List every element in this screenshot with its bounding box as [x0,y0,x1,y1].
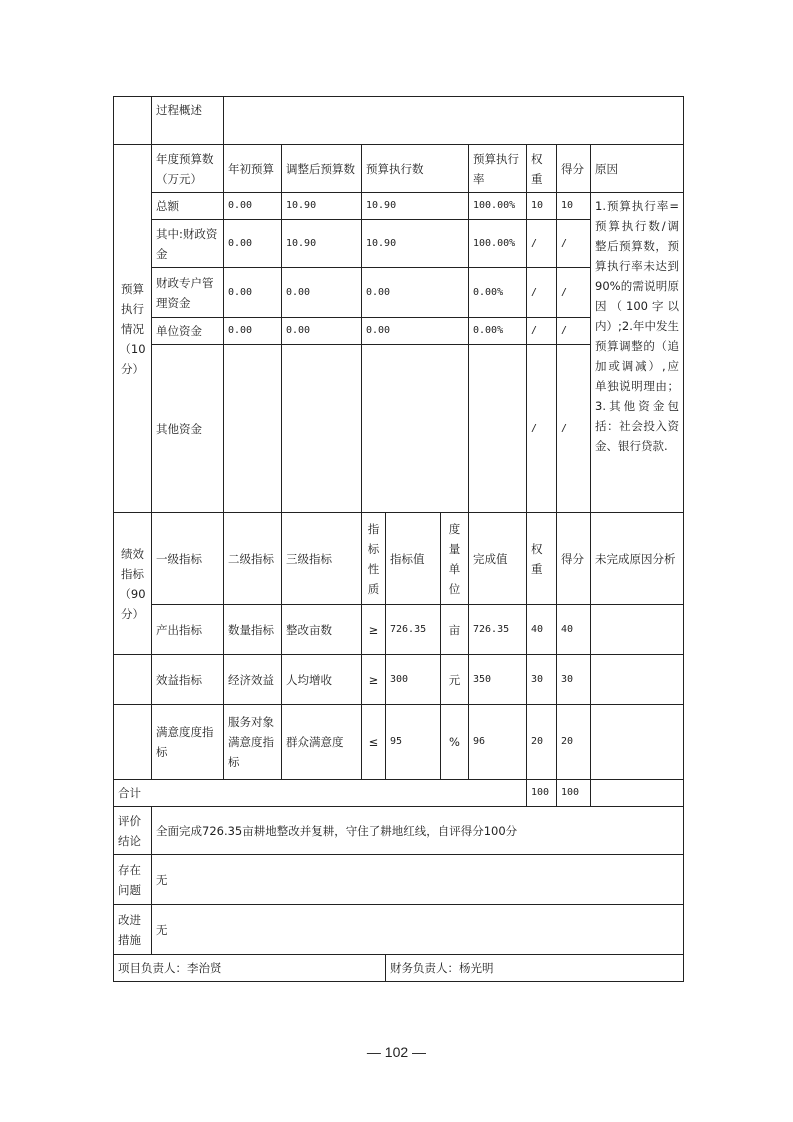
total-score: 100 [557,780,591,807]
indicator-nature: ≥ [362,655,386,705]
header-nature: 指标性质 [362,513,386,605]
indicator-row [114,705,684,780]
budget-initial: 0.00 [224,268,282,318]
header-level3: 三级指标 [282,513,362,605]
indicator-weight: 30 [527,655,557,705]
finance-lead: 财务负责人：杨光明 [386,955,684,982]
indicator-level2: 经济效益 [224,655,282,705]
budget-row-name: 总额 [152,193,224,220]
budget-executed: 0.00 [362,268,469,318]
header-actual: 完成值 [469,513,527,605]
process-row [114,97,684,145]
budget-rate: 0.00% [469,318,527,345]
indicator-actual: 350 [469,655,527,705]
improvements-text: 无 [152,905,684,955]
budget-weight: / [527,345,557,513]
budget-adjusted: 10.90 [282,220,362,268]
conclusion-label: 评价结论 [114,807,152,855]
budget-adjusted: 0.00 [282,318,362,345]
budget-executed: 10.90 [362,220,469,268]
indicator-target: 95 [386,705,441,780]
indicator-row [114,605,684,655]
indicator-unit: % [441,705,469,780]
budget-row-name: 其中:财政资金 [152,220,224,268]
indicator-weight: 20 [527,705,557,780]
indicator-reason [591,605,684,655]
budget-header-row [114,145,684,193]
blank-cell [114,705,152,780]
budget-score: / [557,318,591,345]
blank-cell [114,97,152,145]
budget-weight: / [527,220,557,268]
header-reason: 原因 [591,145,684,193]
indicator-reason [591,655,684,705]
indicator-level2: 数量指标 [224,605,282,655]
issues-row [114,855,684,905]
budget-row-name: 其他资金 [152,345,224,513]
header-weight: 权重 [527,513,557,605]
header-initial: 年初预算 [224,145,282,193]
signature-row [114,955,684,982]
budget-rate: 0.00% [469,268,527,318]
header-level1: 一级指标 [152,513,224,605]
budget-weight: 10 [527,193,557,220]
header-reason: 未完成原因分析 [591,513,684,605]
indicator-target: 300 [386,655,441,705]
header-annual: 年度预算数（万元） [152,145,224,193]
budget-initial: 0.00 [224,318,282,345]
budget-executed: 0.00 [362,318,469,345]
budget-reason-text: 1.预算执行率=预算执行数/调整后预算数，预算执行率未达到90%的需说明原因（100字以内）;2.年中发生预算调整的（追加或调减）,应单独说明理由；3.其他资金包括：社会投入资金、银行贷款. [591,193,684,513]
improvements-row [114,905,684,955]
indicator-level2: 服务对象满意度指标 [224,705,282,780]
header-executed: 预算执行数 [362,145,469,193]
budget-rate: 100.00% [469,220,527,268]
header-target: 指标值 [386,513,441,605]
budget-initial: 0.00 [224,220,282,268]
indicator-nature: ≥ [362,605,386,655]
budget-score: / [557,345,591,513]
indicator-score: 20 [557,705,591,780]
indicator-level1: 产出指标 [152,605,224,655]
process-label: 过程概述 [152,97,224,145]
indicator-score: 30 [557,655,591,705]
budget-score: 10 [557,193,591,220]
budget-row-name: 财政专户管理资金 [152,268,224,318]
header-adjusted: 调整后预算数 [282,145,362,193]
budget-executed [362,345,469,513]
header-unit: 度量单位 [441,513,469,605]
indicator-unit: 亩 [441,605,469,655]
improvements-label: 改进措施 [114,905,152,955]
project-lead: 项目负责人：李治贤 [114,955,386,982]
total-weight: 100 [527,780,557,807]
indicator-target: 726.35 [386,605,441,655]
header-weight: 权重 [527,145,557,193]
header-level2: 二级指标 [224,513,282,605]
performance-section-label: 绩效指标（90分） [114,513,152,655]
header-rate: 预算执行率 [469,145,527,193]
indicator-unit: 元 [441,655,469,705]
issues-text: 无 [152,855,684,905]
indicator-actual: 96 [469,705,527,780]
indicator-weight: 40 [527,605,557,655]
budget-initial: 0.00 [224,193,282,220]
indicator-actual: 726.35 [469,605,527,655]
indicator-reason [591,705,684,780]
budget-adjusted: 0.00 [282,268,362,318]
indicator-level1: 满意度度指标 [152,705,224,780]
budget-initial [224,345,282,513]
performance-evaluation-table [113,96,684,982]
indicator-level3: 整改亩数 [282,605,362,655]
page-number: — 102 — [366,1044,427,1060]
indicator-score: 40 [557,605,591,655]
budget-weight: / [527,318,557,345]
header-score: 得分 [557,145,591,193]
budget-rate [469,345,527,513]
budget-score: / [557,268,591,318]
indicator-level3: 人均增收 [282,655,362,705]
budget-weight: / [527,268,557,318]
process-content [224,97,684,145]
budget-rate: 100.00% [469,193,527,220]
total-label: 合计 [114,780,527,807]
conclusion-row [114,807,684,855]
budget-row-name: 单位资金 [152,318,224,345]
indicator-row [114,655,684,705]
budget-row [114,193,684,220]
budget-adjusted: 10.90 [282,193,362,220]
indicator-level1: 效益指标 [152,655,224,705]
budget-section-label: 预算执行情况（10分） [114,145,152,513]
performance-header-row [114,513,684,605]
issues-label: 存在问题 [114,855,152,905]
budget-adjusted [282,345,362,513]
indicator-nature: ≤ [362,705,386,780]
budget-executed: 10.90 [362,193,469,220]
total-row [114,780,684,807]
blank-cell [114,655,152,705]
blank-cell [591,780,684,807]
indicator-level3: 群众满意度 [282,705,362,780]
conclusion-text: 全面完成726.35亩耕地整改并复耕，守住了耕地红线，自评得分100分 [152,807,684,855]
budget-score: / [557,220,591,268]
header-score: 得分 [557,513,591,605]
